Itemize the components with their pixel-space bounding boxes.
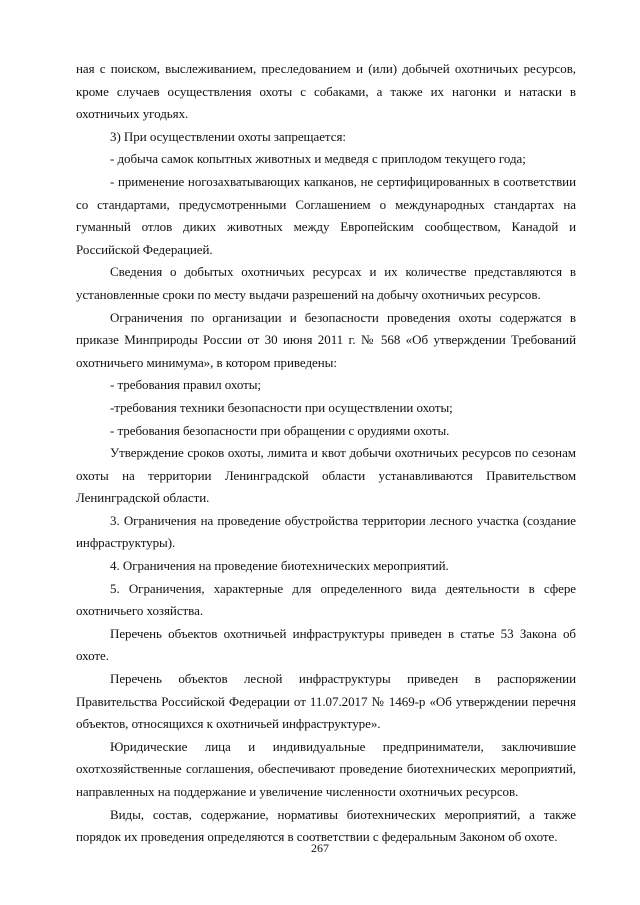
paragraph-harvest-reporting: Сведения о добытых охотничьих ресурсах и их количестве представляются в установленные сроки по месту выдачи разрешений на добычу охотничьих ресурсов. bbox=[76, 264, 576, 302]
paragraph-restriction-3: 3. Ограничения на проведение обустройства территории лесного участка (создание инфраструктуры). bbox=[76, 512, 576, 551]
paragraph-continuation: ная с поиском, выслеживанием, преследованием и (или) добычей охотничьих ресурсов, кроме случаев осуществления охоты с собаками, а также их нагонки и натаски в охотничьих угодьях. bbox=[76, 61, 576, 122]
list-item-prohibition-traps: - применение ногозахватывающих капканов, не сертифицированных в соответствии со стандартами, предусмотренными Соглашением о международных стандартах на гуманный отлов диких животных между Европейским сообществом, Канадой и Российской Федерацией. bbox=[76, 173, 576, 257]
paragraph-seasons-limits: Утверждение сроков охоты, лимита и квот добычи охотничьих ресурсов по сезонам охоты на территории Ленинградской области устанавливаются Правительством Ленинградской области. bbox=[76, 445, 576, 506]
paragraph-prohibitions-heading: 3) При осуществлении охоты запрещается: bbox=[110, 128, 346, 144]
paragraph-biotechnical-obligations: Юридические лица и индивидуальные предприниматели, заключившие охотхозяйственные соглашения, обеспечивают проведение биотехнических мероприятий, направленных на поддержание и увеличение численности охотничьих ресурсов. bbox=[76, 738, 576, 799]
paragraph-restriction-4: 4. Ограничения на проведение биотехнических мероприятий. bbox=[110, 558, 449, 574]
page-number: 267 bbox=[311, 841, 329, 855]
paragraph-biotechnical-norms: Виды, состав, содержание, нормативы биотехнических мероприятий, а также порядок их проведения определяются в соответствии с федеральным Законом об охоте. bbox=[76, 806, 576, 845]
list-item-prohibition-females: - добыча самок копытных животных и медведя с приплодом текущего года; bbox=[110, 151, 526, 167]
paragraph-forest-infrastructure: Перечень объектов лесной инфраструктуры приведен в распоряжении Правительства Российской Федерации от 11.07.2017 № 1469-р «Об утверждении перечня объектов, относящихся к охотничьей инфраструктуре». bbox=[76, 671, 576, 732]
paragraph-hunting-infrastructure: Перечень объектов охотничьей инфраструктуры приведен в статье 53 Закона об охоте. bbox=[76, 625, 576, 664]
paragraph-safety-restrictions: Ограничения по организации и безопасности проведения охоты содержатся в приказе Минприроды России от 30 июня 2011 г. № 568 «Об утверждении Требований охотничьего минимума», в котором приведены: bbox=[76, 309, 576, 370]
page-body-text bbox=[76, 58, 576, 849]
list-item-safety-techniques: -требования техники безопасности при осуществлении охоты; bbox=[110, 399, 453, 415]
list-item-weapon-safety: - требования безопасности при обращении с орудиями охоты. bbox=[110, 422, 450, 438]
list-item-hunting-rules: - требования правил охоты; bbox=[110, 377, 261, 393]
paragraph-restriction-5: 5. Ограничения, характерные для определенного вида деятельности в сфере охотничьего хозяйства. bbox=[76, 580, 576, 619]
